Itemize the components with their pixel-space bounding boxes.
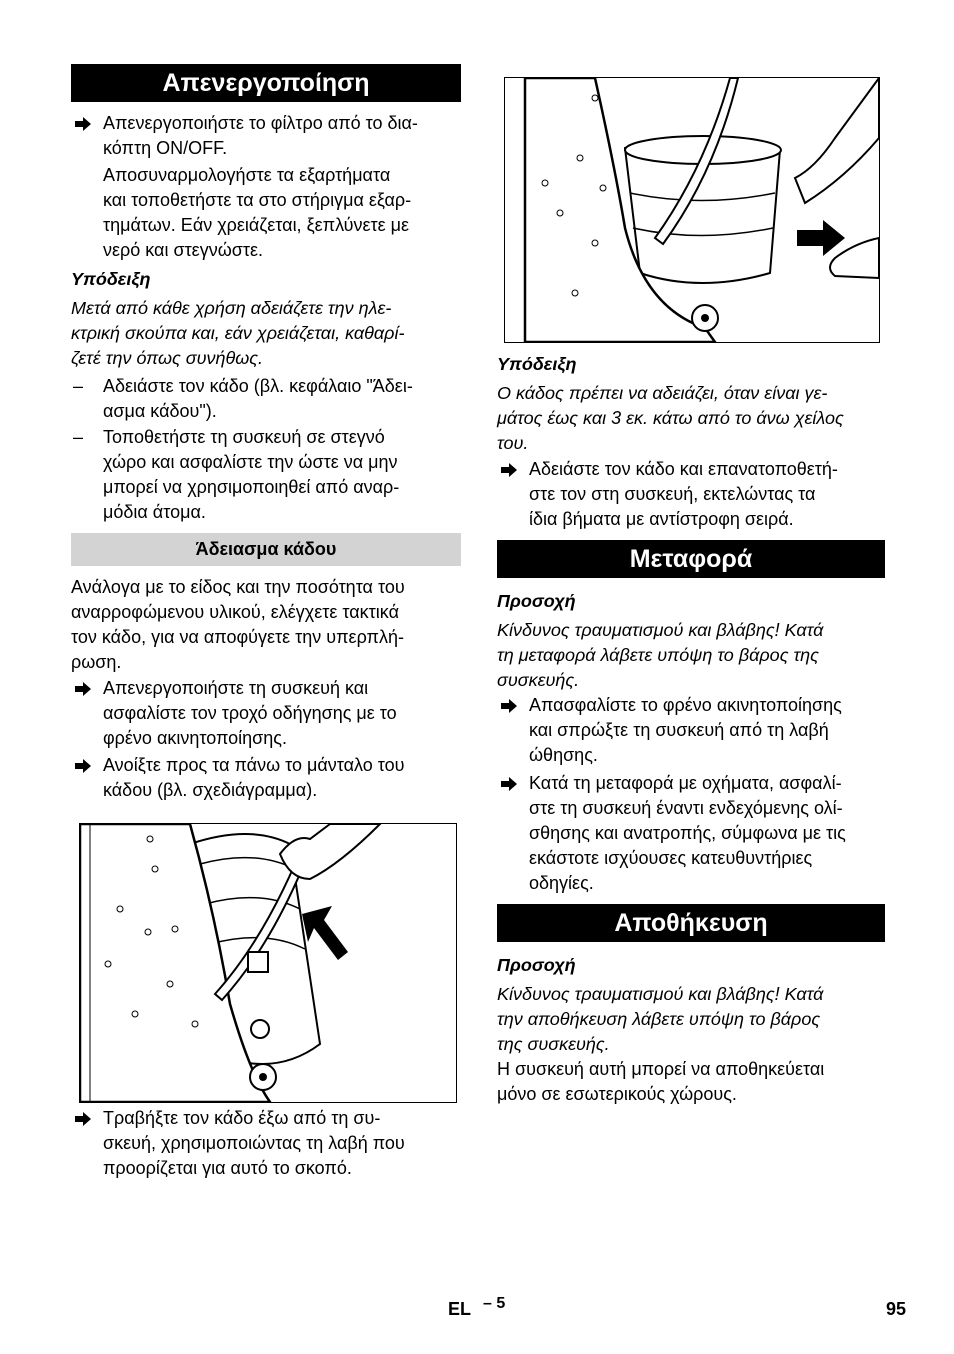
dash-marker: –	[73, 427, 84, 447]
list-item: – Αδειάστε τον κάδο (βλ. κεφάλαιο "Άδει- ασμα κάδου").	[73, 376, 413, 421]
footer-lang: EL	[448, 1299, 472, 1319]
list-item: Κατά τη μεταφορά με οχήματα, ασφαλί- στε τη συσκευή έναντι ενδεχόμενης ολί- σθησης και ανατροπής, σύμφωνα με τις εκάστοτε ισχύουσες κατευθυντήριες οδηγίες.	[497, 771, 885, 896]
footer-page-sub: – 5	[483, 1295, 506, 1312]
caution-text: Κίνδυνος τραυματισμού και βλάβης! Κατά την αποθήκευση λάβετε υπόψη το βάρος της συσκευής.	[497, 984, 824, 1054]
section-title-storage: Αποθήκευση	[497, 904, 885, 942]
illustration-pull-tank	[504, 77, 880, 343]
section-title-shutdown: Απενεργοποίηση	[71, 64, 461, 102]
note-label: Υπόδειξη	[71, 269, 151, 289]
dash-marker: –	[73, 376, 84, 396]
list-item: Τραβήξτε τον κάδο έξω από τη συ- σκευή, χρησιμοποιώντας τη λαβή που προορίζεται για αυτό το σκοπό.	[71, 1106, 461, 1181]
note-label: Υπόδειξη	[497, 354, 577, 374]
illustration-open-latch	[79, 823, 457, 1103]
caution-label: Προσοχή	[497, 955, 576, 975]
paragraph: Αποσυναρμολογήστε τα εξαρτήματα και τοποθετήστε τα στο στήριγμα εξαρ- τημάτων. Εάν χρειάζεται, ξεπλύνετε με νερό και στεγνώστε.	[103, 165, 412, 260]
paragraph: Η συσκευή αυτή μπορεί να αποθηκεύεται μόνο σε εσωτερικούς χώρους.	[497, 1059, 825, 1104]
list-item: Απασφαλίστε το φρένο ακινητοποίησης και σπρώξτε τη συσκευή από τη λαβή ώθησης.	[497, 693, 885, 768]
note-text: Μετά από κάθε χρήση αδειάζετε την ηλε- κτρική σκούπα και, εάν χρειάζεται, καθαρί- ζετέ την όπως συνήθως.	[71, 298, 405, 368]
caution-label: Προσοχή	[497, 591, 576, 611]
list-item: Αδειάστε τον κάδο και επανατοποθετή- στε τον στη συσκευή, εκτελώντας τα ίδια βήματα με αντίστροφη σειρά.	[497, 457, 885, 532]
list-item: Απενεργοποιήστε το φίλτρο από το δια- κόπτη ON/OFF.	[71, 111, 461, 161]
page-number: 95	[885, 1299, 906, 1319]
paragraph: Ανάλογα με το είδος και την ποσότητα του αναρροφώμενου υλικού, ελέγχετε τακτικά τον κάδο, για να αποφύγετε την υπερπλή- ρωση.	[71, 577, 405, 672]
list-item: Ανοίξτε προς τα πάνω το μάνταλο του κάδου (βλ. σχεδιάγραμμα).	[71, 753, 461, 803]
caution-text: Κίνδυνος τραυματισμού και βλάβης! Κατά τη μεταφορά λάβετε υπόψη το βάρος της συσκευής.	[497, 620, 824, 690]
list-item: Απενεργοποιήστε τη συσκευή και ασφαλίστε τον τροχό οδήγησης με το φρένο ακινητοποίησης.	[71, 676, 461, 751]
subsection-title-empty-tank: Άδειασμα κάδου	[71, 533, 461, 566]
section-title-transport: Μεταφορά	[497, 540, 885, 578]
list-item: – Τοποθετήστε τη συσκευή σε στεγνό χώρο και ασφαλίστε την ώστε να μην μπορεί να χρησιμοποιηθεί από αναρ- μόδια άτομα.	[73, 427, 400, 522]
note-text: Ο κάδος πρέπει να αδειάζει, όταν είναι γε- μάτος έως και 3 εκ. κάτω από το άνω χείλος του.	[497, 383, 844, 453]
